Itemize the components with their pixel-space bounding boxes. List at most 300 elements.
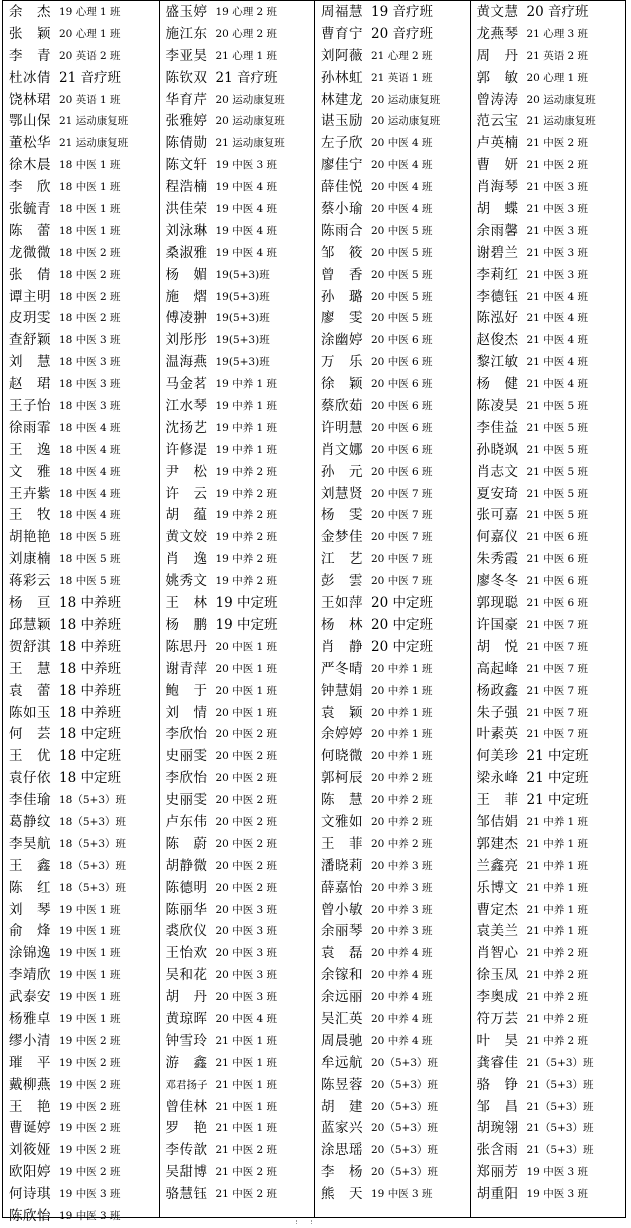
student-name: 王子怡 <box>9 398 51 415</box>
student-name: 胡重阳 <box>476 1186 519 1203</box>
table-row <box>315 943 470 965</box>
student-name: 卢英楠 <box>476 135 519 152</box>
student-class: 20 英语 1 班 <box>59 93 121 106</box>
student-class: 19 中医 4 班 <box>215 246 278 259</box>
student-class: 21 中养 2 班 <box>526 947 589 960</box>
table-row <box>315 921 470 943</box>
table-row <box>471 374 626 396</box>
student-name: 许修湜 <box>165 441 208 458</box>
table-row <box>315 2 470 24</box>
student-class: 20 英语 2 班 <box>59 49 121 62</box>
student-name: 曾涛涛 <box>476 91 519 108</box>
table-row <box>3 549 159 571</box>
student-class: 21 中医 6 班 <box>526 531 589 544</box>
table-row <box>160 615 315 637</box>
table-row <box>160 330 315 352</box>
student-name: 杨 媚 <box>165 266 208 283</box>
table-row <box>315 987 470 1009</box>
table-row <box>3 221 159 243</box>
table-row <box>315 1184 470 1206</box>
student-class: 21 中医 4 班 <box>526 290 589 303</box>
student-name: 游 鑫 <box>165 1054 208 1071</box>
student-class: 20 中养 1 班 <box>371 662 433 675</box>
table-row <box>471 46 626 68</box>
student-name: 周福慧 <box>321 4 363 20</box>
student-name: 涂幽婷 <box>321 332 363 349</box>
table-row <box>3 418 159 440</box>
student-class: 21 中医 1 班 <box>215 1078 278 1091</box>
student-name: 郭建杰 <box>476 835 519 852</box>
student-class: 20 中定班 <box>371 616 433 633</box>
student-class: 19 中医 2 班 <box>59 1144 121 1157</box>
student-class: 21 中定班 <box>526 748 589 765</box>
student-class: 18 中医 1 班 <box>59 181 121 194</box>
table-row <box>315 68 470 90</box>
student-name: 刘 慧 <box>9 354 51 371</box>
table-row <box>3 615 159 637</box>
table-row <box>3 90 159 112</box>
student-class: 21 中医 7 班 <box>526 662 589 675</box>
student-name: 郭现聪 <box>476 595 519 612</box>
student-class: 21 中医 4 班 <box>526 334 589 347</box>
student-class: 21 中医 1 班 <box>215 1122 278 1135</box>
table-row <box>3 746 159 768</box>
student-name: 肖 逸 <box>165 551 208 568</box>
student-class: 20（5+3）班 <box>371 1166 439 1179</box>
student-class: 19 中养 1 班 <box>215 378 278 391</box>
table-row <box>315 243 470 265</box>
table-row <box>3 878 159 900</box>
student-class: 21 中定班 <box>526 792 589 809</box>
student-name: 陈泓好 <box>476 310 519 327</box>
table-row <box>471 133 626 155</box>
student-class: 20 中医 1 班 <box>215 684 278 697</box>
table-row <box>471 484 626 506</box>
table-row <box>471 111 626 133</box>
student-name: 谢碧兰 <box>476 244 519 261</box>
table-row <box>3 1075 159 1097</box>
page-bottom-mark <box>296 1220 312 1224</box>
student-name: 袁美兰 <box>476 923 519 940</box>
student-name: 程浩楠 <box>165 179 208 196</box>
student-name: 缪小清 <box>9 1032 51 1049</box>
student-name: 陈文轩 <box>165 157 208 174</box>
table-row <box>315 1031 470 1053</box>
table-row <box>3 155 159 177</box>
table-row <box>315 90 470 112</box>
student-name: 武泰安 <box>9 989 51 1006</box>
table-row <box>3 484 159 506</box>
student-name: 邹佶娟 <box>476 813 519 830</box>
table-row <box>315 703 470 725</box>
student-name: 刘泳琳 <box>165 222 208 239</box>
student-class: 20 中医 7 班 <box>371 509 433 522</box>
student-name: 徐木晨 <box>9 157 51 174</box>
student-name: 李奥成 <box>476 989 519 1006</box>
student-name: 严冬晴 <box>321 660 363 677</box>
student-class: 18 中定班 <box>59 748 121 765</box>
student-name: 曹 妍 <box>476 157 519 174</box>
student-class: 20 中医 2 班 <box>215 837 278 850</box>
student-class: 20 中养 1 班 <box>371 706 433 719</box>
student-class: 20 中医 7 班 <box>371 575 433 588</box>
student-class: 19 中医 1 班 <box>59 969 121 982</box>
student-name: 贺舒淇 <box>9 638 51 655</box>
table-row <box>471 177 626 199</box>
student-class: 20 中养 2 班 <box>371 772 433 785</box>
student-name: 饶林珺 <box>9 91 51 108</box>
student-class: 18 中定班 <box>59 726 121 743</box>
student-name: 杨雅卓 <box>9 1010 51 1027</box>
student-name: 肖海琴 <box>476 179 519 196</box>
student-name: 孙 璐 <box>321 288 363 305</box>
student-class: 20 中养 1 班 <box>371 750 433 763</box>
student-class: 19 心理 1 班 <box>59 6 121 18</box>
table-row <box>315 549 470 571</box>
student-name: 杨 健 <box>476 376 519 393</box>
student-class: 20（5+3）班 <box>371 1056 439 1069</box>
student-name: 黄文姣 <box>165 529 208 546</box>
student-name: 兰鑫亮 <box>476 857 519 874</box>
student-class: 20 中医 6 班 <box>371 334 433 347</box>
student-class: 20 中养 3 班 <box>371 903 433 916</box>
student-name: 范云宝 <box>476 113 519 130</box>
table-row <box>315 177 470 199</box>
student-class: 20 中医 3 班 <box>215 991 278 1004</box>
student-class: 18 中医 2 班 <box>59 290 121 303</box>
table-row <box>160 90 315 112</box>
roster-column-3 <box>314 1 470 1217</box>
table-row <box>3 812 159 834</box>
table-row <box>3 1031 159 1053</box>
table-row <box>3 571 159 593</box>
table-row <box>471 878 626 900</box>
table-row <box>471 681 626 703</box>
student-class: 20 中养 2 班 <box>371 815 433 828</box>
student-name: 许国豪 <box>476 616 519 633</box>
student-name: 邹 昌 <box>476 1098 519 1115</box>
table-row <box>160 812 315 834</box>
student-name: 尹 松 <box>165 463 208 480</box>
student-class: 18 中定班 <box>59 770 121 787</box>
student-class: 18 中医 4 班 <box>59 465 121 478</box>
table-row <box>160 199 315 221</box>
student-class: 20 中医 2 班 <box>215 728 278 741</box>
student-name: 黎江敏 <box>476 354 519 371</box>
student-name: 熊 天 <box>321 1186 363 1203</box>
student-name: 李 杨 <box>321 1164 363 1181</box>
student-class: 21 中医 2 班 <box>526 159 589 172</box>
student-class: 18 中医 3 班 <box>59 356 121 369</box>
table-row <box>3 24 159 46</box>
student-class: 18 中医 4 班 <box>59 421 121 434</box>
student-class: 20（5+3）班 <box>371 1100 439 1113</box>
student-class: 20 中医 5 班 <box>371 268 433 281</box>
table-row <box>315 133 470 155</box>
student-class: 19(5+3)班 <box>215 268 270 281</box>
table-row <box>3 856 159 878</box>
student-class: 21 中医 2 班 <box>215 1188 278 1201</box>
student-class: 21 心理 1 班 <box>215 49 278 62</box>
student-class: 21 中医 7 班 <box>526 640 589 653</box>
student-class: 21 中养 1 班 <box>526 837 589 850</box>
table-row <box>315 24 470 46</box>
table-row <box>160 1009 315 1031</box>
student-class: 21 中医 5 班 <box>526 487 589 500</box>
table-row <box>3 2 159 24</box>
roster-column-2 <box>159 1 315 1217</box>
table-row <box>3 987 159 1009</box>
student-name: 杨 亘 <box>9 595 51 612</box>
student-class: 20 中养 2 班 <box>371 794 433 807</box>
student-class: 19 中医 3 班 <box>526 1188 589 1201</box>
student-name: 温海燕 <box>165 354 208 371</box>
table-row <box>471 527 626 549</box>
table-row <box>471 1140 626 1162</box>
student-name: 谌玉励 <box>321 113 363 130</box>
student-name: 曾 香 <box>321 266 363 283</box>
table-row <box>471 812 626 834</box>
student-name: 卢东伟 <box>165 813 208 830</box>
student-class: 20 中医 3 班 <box>215 969 278 982</box>
student-name: 张 倩 <box>9 266 51 283</box>
table-row <box>315 812 470 834</box>
student-name: 文雅如 <box>321 813 363 830</box>
student-class: 18 中医 2 班 <box>59 246 121 259</box>
table-row <box>315 637 470 659</box>
student-class: 20 中医 6 班 <box>371 443 433 456</box>
table-row <box>3 330 159 352</box>
student-name: 陈 慧 <box>321 792 363 809</box>
student-class: 21 英语 1 班 <box>371 71 433 84</box>
student-name: 刘彤彤 <box>165 332 208 349</box>
student-name: 曹育宁 <box>321 25 363 42</box>
table-row <box>471 265 626 287</box>
table-row <box>160 1118 315 1140</box>
student-name: 蒋彩云 <box>9 573 51 590</box>
student-name: 余 杰 <box>9 4 51 20</box>
student-class: 19 中养 2 班 <box>215 553 278 566</box>
student-name: 沈扬艺 <box>165 419 208 436</box>
student-class: 20 中医 2 班 <box>215 815 278 828</box>
table-row <box>160 243 315 265</box>
student-class: 21 音疗班 <box>215 69 278 86</box>
student-name: 钟雪玲 <box>165 1032 208 1049</box>
student-class: 20 运动康复班 <box>215 93 285 106</box>
table-row <box>160 265 315 287</box>
table-row <box>471 352 626 374</box>
student-name: 黄琼晖 <box>165 1010 208 1027</box>
student-class: 21 中医 7 班 <box>526 728 589 741</box>
student-class: 19(5+3)班 <box>215 334 270 347</box>
table-row <box>3 177 159 199</box>
student-name: 钟慧娟 <box>321 682 363 699</box>
student-class: 19 中医 1 班 <box>59 903 121 916</box>
table-row <box>315 199 470 221</box>
table-row <box>160 659 315 681</box>
student-name: 夏安琦 <box>476 485 519 502</box>
table-row <box>3 46 159 68</box>
student-name: 蔡欣茹 <box>321 398 363 415</box>
student-name: 袁 颖 <box>321 704 363 721</box>
student-class: 20 中医 6 班 <box>371 378 433 391</box>
table-row <box>471 1031 626 1053</box>
student-class: 21 心理 2 班 <box>371 49 433 62</box>
table-row <box>3 703 159 725</box>
table-row <box>160 46 315 68</box>
student-class: 18（5+3）班 <box>59 881 127 894</box>
table-row <box>3 308 159 330</box>
student-class: 18 中医 4 班 <box>59 487 121 500</box>
table-row <box>160 790 315 812</box>
student-name: 杜冰倩 <box>9 69 51 86</box>
student-class: 18（5+3）班 <box>59 815 127 828</box>
student-class: 20 中医 4 班 <box>371 203 433 216</box>
student-name: 涂思瑶 <box>321 1142 363 1159</box>
student-class: 21 中医 1 班 <box>215 1034 278 1047</box>
student-name: 孙晓飒 <box>476 441 519 458</box>
table-row <box>160 396 315 418</box>
student-class: 18 中养班 <box>59 682 121 699</box>
student-class: 20 音疗班 <box>526 4 589 20</box>
student-name: 肖 静 <box>321 638 363 655</box>
student-name: 陈倩勋 <box>165 135 208 152</box>
table-row <box>315 396 470 418</box>
student-name: 廖 雯 <box>321 310 363 327</box>
student-name: 李欣怡 <box>165 726 208 743</box>
student-class: 18 中医 4 班 <box>59 509 121 522</box>
student-name: 黄文慧 <box>476 4 519 20</box>
student-class: 20 中养 4 班 <box>371 991 433 1004</box>
student-name: 谭主明 <box>9 288 51 305</box>
table-row <box>3 265 159 287</box>
student-class: 19 中医 4 班 <box>215 203 278 216</box>
student-class: 20 中医 7 班 <box>371 553 433 566</box>
student-name: 袁 磊 <box>321 945 363 962</box>
table-row <box>160 462 315 484</box>
table-row <box>471 199 626 221</box>
table-row <box>315 1118 470 1140</box>
student-name: 胡 蕴 <box>165 507 208 524</box>
table-row <box>315 462 470 484</box>
table-row <box>315 878 470 900</box>
student-name: 王怡欢 <box>165 945 208 962</box>
table-row <box>160 921 315 943</box>
table-row <box>160 308 315 330</box>
student-class: 20 中医 4 班 <box>371 181 433 194</box>
student-name: 陈钦双 <box>165 69 208 86</box>
table-row <box>3 593 159 615</box>
student-name: 鲍 于 <box>165 682 208 699</box>
table-row <box>160 505 315 527</box>
table-row <box>315 615 470 637</box>
student-class: 20 中养 3 班 <box>371 925 433 938</box>
student-name: 周 丹 <box>476 47 519 64</box>
student-class: 21 中医 4 班 <box>526 312 589 325</box>
student-class: 21 中医 4 班 <box>526 378 589 391</box>
student-name: 赵 珺 <box>9 376 51 393</box>
table-row <box>3 68 159 90</box>
table-row <box>160 768 315 790</box>
student-class: 21 中医 3 班 <box>526 268 589 281</box>
student-name: 廖冬冬 <box>476 573 519 590</box>
roster-column-4 <box>470 1 626 1217</box>
student-name: 胡 建 <box>321 1098 363 1115</box>
student-name: 洪佳荣 <box>165 201 208 218</box>
student-name: 龚睿佳 <box>476 1054 519 1071</box>
student-class: 18 中医 1 班 <box>59 159 121 172</box>
student-name: 袁仔依 <box>9 770 51 787</box>
student-class: 20 中养 2 班 <box>371 837 433 850</box>
student-class: 19 中医 3 班 <box>371 1188 433 1201</box>
student-class: 19 中医 1 班 <box>59 925 121 938</box>
student-class: 20 中医 4 班 <box>215 1012 278 1025</box>
table-row <box>160 549 315 571</box>
student-name: 金梦佳 <box>321 529 363 546</box>
table-row <box>3 1009 159 1031</box>
student-name: 陈如玉 <box>9 704 51 721</box>
student-class: 21 中医 6 班 <box>526 575 589 588</box>
student-class: 19 中养 2 班 <box>215 575 278 588</box>
student-name: 余雨馨 <box>476 222 519 239</box>
student-name: 杨 林 <box>321 616 363 633</box>
table-row <box>160 1184 315 1206</box>
student-name: 李莉红 <box>476 266 519 283</box>
table-row <box>160 484 315 506</box>
table-row <box>3 900 159 922</box>
table-row <box>471 505 626 527</box>
table-row <box>160 724 315 746</box>
student-name: 何诗琪 <box>9 1186 51 1203</box>
student-name: 陈欣怡 <box>9 1207 51 1224</box>
student-class: 21 中医 4 班 <box>526 356 589 369</box>
student-class: 20 运动康复班 <box>526 93 596 106</box>
table-row <box>3 527 159 549</box>
student-name: 潘晓莉 <box>321 857 363 874</box>
student-class: 20 中医 3 班 <box>215 947 278 960</box>
student-class: 19(5+3)班 <box>215 312 270 325</box>
student-name: 董松华 <box>9 135 51 152</box>
student-name: 傅凌翀 <box>165 310 208 327</box>
student-name: 江水琴 <box>165 398 208 415</box>
student-class: 21 中医 5 班 <box>526 443 589 456</box>
student-name: 戴柳燕 <box>9 1076 51 1093</box>
table-row <box>3 462 159 484</box>
student-class: 20 运动康复班 <box>371 115 441 128</box>
table-row <box>315 330 470 352</box>
student-class: 19 中定班 <box>215 616 278 633</box>
student-name: 郑丽芳 <box>476 1164 519 1181</box>
student-class: 19 中定班 <box>215 595 278 612</box>
student-name: 皮玥雯 <box>9 310 51 327</box>
student-class: 19 中医 1 班 <box>59 991 121 1004</box>
table-row <box>3 287 159 309</box>
student-class: 18（5+3）班 <box>59 859 127 872</box>
table-row <box>160 593 315 615</box>
student-name: 李靖欣 <box>9 967 51 984</box>
student-name: 璀 平 <box>9 1054 51 1071</box>
student-name: 曾佳林 <box>165 1098 208 1115</box>
table-row <box>471 856 626 878</box>
student-name: 李亚昊 <box>165 47 208 64</box>
table-row <box>3 921 159 943</box>
student-class: 21 中养 1 班 <box>526 903 589 916</box>
student-name: 林建龙 <box>321 91 363 108</box>
student-name: 华育芹 <box>165 91 208 108</box>
student-name: 胡 悦 <box>476 638 519 655</box>
roster-column-1 <box>3 1 159 1224</box>
student-class: 20 中医 5 班 <box>371 312 433 325</box>
